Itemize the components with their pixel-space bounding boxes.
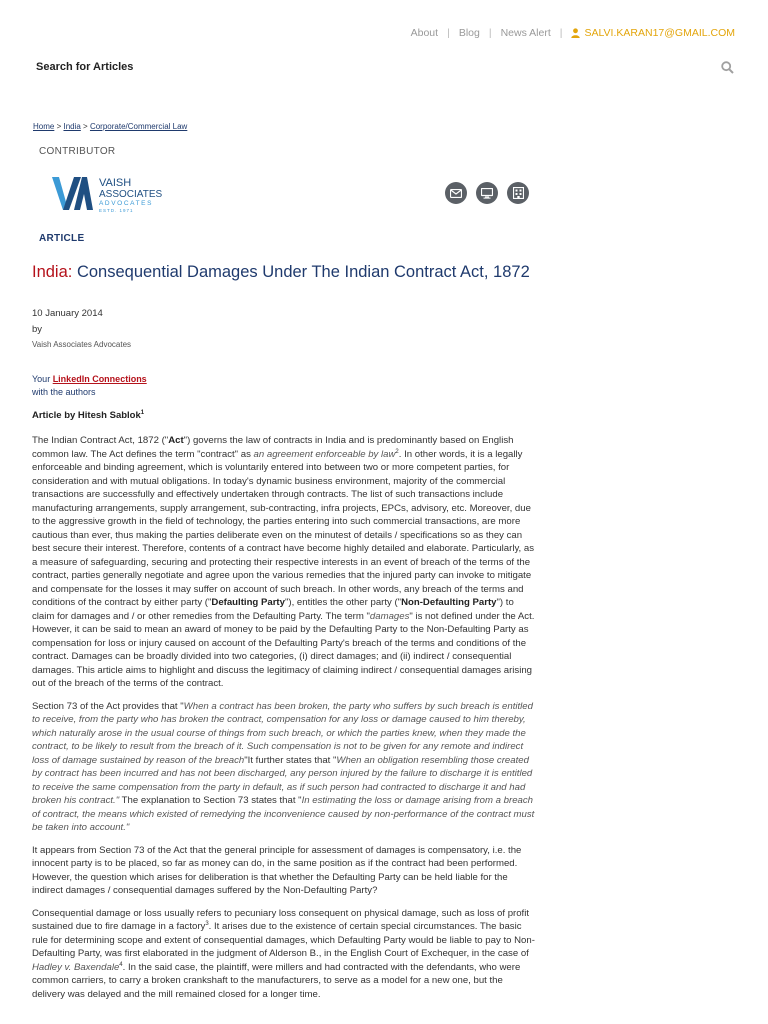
text: ") governs the law of contracts in India and is predominantly based on English common law. The Act defines the term "contract" as [32,435,514,460]
vaish-associates-logo [52,174,182,214]
paragraph [32,700,538,835]
connections-prefix: Your [32,374,53,384]
italic-quote: When a contract has been broken, the party who suffers by such breach is entitled to receive, from the party who has broken the contract, compensation for any loss or damage caused to him thereby, which naturally arose in the usual course of things from such breach, or which the parties knew, when they made the contract, to be likely to result from the breach of it. Such compensation is not to be given for any remote and indirect loss of damage sustained by reason of the breach [32,700,533,766]
firm-profile-button[interactable] [507,182,529,204]
nav-about-link[interactable]: About [410,27,439,39]
paragraph: It appears from Section 73 of the Act that the general principle for assessment of damages is compensatory, i.e. the innocent party is to be placed, so far as money can do, in the same position as if the contract had been performed. However, the question which arises for deliberation is that whether the Defaulting Party can be held liable for the indirect damages / consequential damages suffered by the Non-Defaulting Party? [32,844,522,896]
bold-term: Act [168,435,184,446]
top-nav [411,27,735,39]
breadcrumb-separator: > [80,122,90,131]
byline-footnote[interactable]: 1 [140,409,145,416]
contributor-label: CONTRIBUTOR [39,146,116,157]
breadcrumb-home[interactable]: Home [33,122,55,131]
italic-quote: When an obligation resembling those created by contract has been incurred and has not been discharged, any person injured by the failure to discharge it is entitled to receive the same compensation from the party in default, as if such person had contracted to discharge it and had broken his contract." [32,754,533,806]
breadcrumb-category[interactable]: Corporate/Commercial Law [89,122,188,131]
search-bar[interactable] [36,56,734,78]
bold-term: Defaulting Party [211,597,285,608]
footnote-ref[interactable]: 2 [395,448,399,455]
text: . In other words, it is a legally enforceable and binding agreement, which is voluntarily entered into between two or more competent parties, for consideration and with mutual obligations. In today's dynamic business environment, majority of the commercial transactions are successfully and effectively undertaken through contracts. The list of such transactions include manufacturing arrangements, supply arrangement, sub-contracting, infra projects, EPCs, advisory, etc. Moreover, due to the aggressive growth in the field of technology, the parties entering into such commercial transactions, are more cautious than ever, thus making the parties deliberate even on the minutest of details / specifications so as they can best secure their interest. Therefore, contents of a contract have become highly detailed and elaborate. Particularly, as a measure of safeguarding, securing and protecting their respective interests in an event of breach of the terms of the contract, parties generally negotiate and agree upon the various remedies that the injured party can invoke to mitigate and compensate for the losses it may suffer on account of such breach. In other words, any breach of the terms and conditions of the contract by either party (" [32,448,534,608]
text: "), entitles the other party (" [284,597,402,608]
text: "It further states that " [244,754,337,766]
building-icon [513,187,524,199]
italic-case-name: Hadley v. Baxendale [32,961,120,973]
linkedin-connections-link[interactable]: LinkedIn Connections [52,374,147,384]
text: The Indian Contract Act, 1872 (" [32,435,169,446]
article-byline [32,410,144,421]
search-label: Search for Articles [36,61,134,73]
text: " is not defined under the Act. However, it can be said to mean an award of money to be paid by the Defaulting Party to the Non-Defaulting Party as compensation for loss or injury caused on account of the Defaulting Party's breach of the terms and conditions of the contract. Damages can be broadly divided into two categories, (i) direct damages; and (ii) indirect / consequential damages. This article aims to highlight and discuss the legitimacy of claiming indirect / consequential damages arising out of the breach of the terms of the contract. [32,610,535,689]
paragraph [32,434,538,691]
footnote-ref[interactable]: 3 [205,920,209,927]
breadcrumb-country[interactable]: India [63,122,81,131]
user-account-link[interactable] [571,27,735,39]
breadcrumb-separator: > [54,122,64,131]
search-icon[interactable] [721,61,734,74]
nav-separator: | [559,27,563,39]
logo-text-advocates: ADVOCATES [99,200,154,207]
text: Section 73 of the Act provides that " [32,700,184,712]
logo-text-associates: ASSOCIATES [99,189,163,200]
italic-definition: an agreement enforceable by law [253,448,396,460]
nav-blog-link[interactable]: Blog [458,27,480,39]
user-email: SALVI.KARAN17@GMAIL.COM [584,27,735,39]
logo-text-vaish: VAISH [99,177,132,189]
article-body [32,434,538,1000]
article-date: 10 January 2014 [32,308,103,319]
footnote-ref[interactable]: 4 [119,961,123,968]
monitor-icon [481,188,493,199]
breadcrumb [33,122,187,131]
title-country[interactable]: India [32,263,68,281]
nav-separator: | [488,27,492,39]
italic-term: damages [369,610,410,622]
title-colon: : [67,263,73,281]
title-text: Consequential Damages Under The Indian Contract Act, 1872 [72,263,530,281]
contributor-logo[interactable] [52,174,182,214]
page-title [32,263,542,282]
italic-quote: In estimating the loss or damage arising from a breach of contract, the means which existed of remedying the inconvenience caused by non-performance of the contract must be taken into account." [32,795,535,833]
connections-suffix: with the authors [32,386,96,397]
logo-text-estd: ESTD. 1971 [99,208,134,213]
email-icon [450,189,462,198]
nav-separator: | [447,27,450,39]
bold-term: Non-Defaulting Party [401,597,497,608]
article-by: by [32,324,43,335]
text: Consequential damage or loss usually refers to pecuniary loss consequent on physical damage, such as loss of profit sustained due to fire damage in a factory [32,907,530,932]
text: The explanation to Section 73 states that " [119,795,302,806]
article-label: ARTICLE [39,233,85,244]
website-contributor-button[interactable] [476,182,498,204]
paragraph [32,907,538,1001]
author-firm[interactable]: Vaish Associates Advocates [32,340,132,349]
text: . In the said case, the plaintiff, were millers and had contracted with the defendants, who were common carriers, to carry a broken crankshaft to the manufacturers, to serve as a model for a new one, but the delivery was delayed and the mill remained closed for a longer time. [32,961,521,1000]
byline-text: Article by Hitesh Sablok [32,410,141,421]
linkedin-connections [32,373,147,398]
contributor-actions [445,182,529,204]
text: ") to claim for damages and / or other remedies from the Defaulting Party. The term " [32,597,514,622]
email-contributor-button[interactable] [445,182,467,204]
user-icon [571,28,580,38]
nav-news-alert-link[interactable]: News Alert [500,27,551,39]
text: . It arises due to the existence of certain special circumstances. The basic rule for determining scope and extent of consequential damages, which Defaulting Party would be liable to pay to Non-Defaulting Party, was first elaborated in the judgment of Alderson B., in the English Court of Exchequer, in the case of [32,921,535,959]
